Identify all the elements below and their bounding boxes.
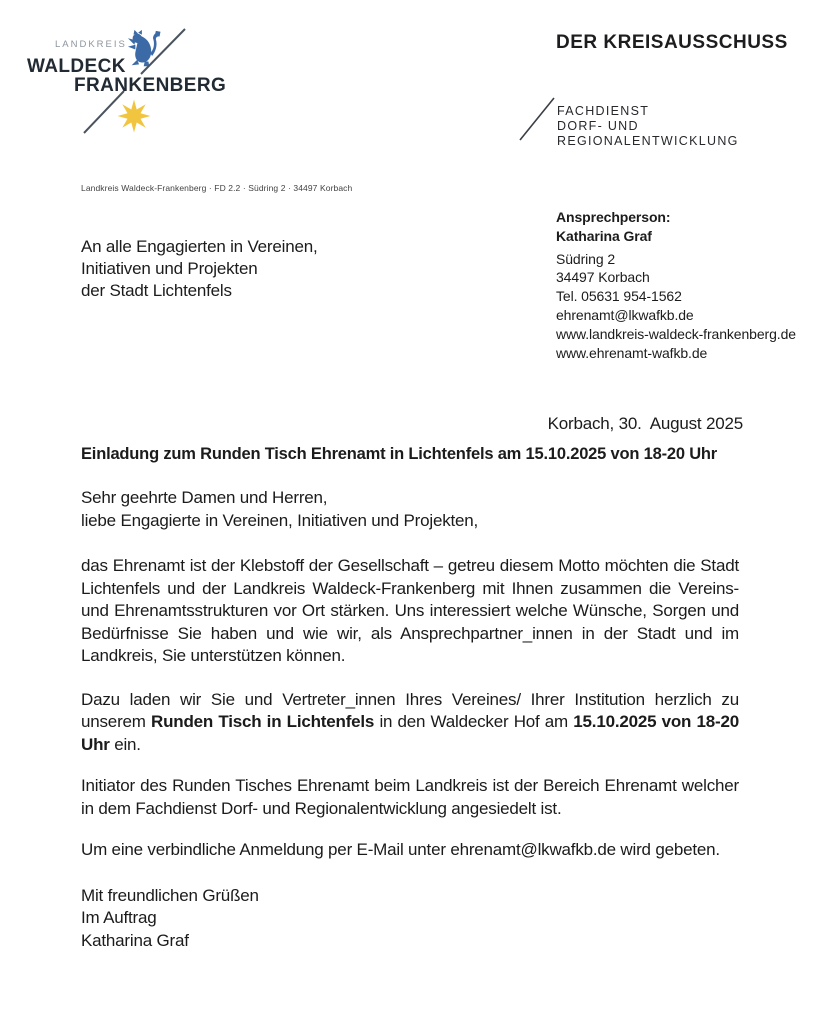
contact-city: 34497 Korbach xyxy=(556,269,650,286)
contact-name: Katharina Graf xyxy=(556,227,652,244)
paragraph-2: Dazu laden wir Sie und Vertreter_innen Ihres Vereines/ Ihrer Institution herzlich zu unserem Runden Tisch in Lichtenfels in den Waldecker Hof am 15.10.2025 von 18-20 Uhr ein. xyxy=(81,689,739,754)
recipient-line-3: der Stadt Lichtenfels xyxy=(81,281,232,300)
paragraph-4: Um eine verbindliche Anmeldung per E-Mail unter ehrenamt@lkwafkb.de wird gebeten. xyxy=(81,840,720,859)
subject-line: Einladung zum Runden Tisch Ehrenamt in Lichtenfels am 15.10.2025 von 18-20 Uhr xyxy=(81,445,718,463)
closing-block xyxy=(81,885,739,953)
salutation-line-2: liebe Engagierte in Vereinen, Initiativen und Projekten, xyxy=(81,510,479,530)
recipient-line-2: Initiativen und Projekten xyxy=(81,259,258,278)
contact-email: ehrenamt@lkwafkb.de xyxy=(556,306,694,323)
logo-graphic xyxy=(27,28,227,140)
header-title: DER KREISAUSSCHUSS xyxy=(556,32,788,53)
department-line-3: REGIONALENTWICKLUNG xyxy=(557,134,739,148)
contact-street: Südring 2 xyxy=(556,250,616,267)
closing-greeting: Mit freundlichen Grüßen xyxy=(81,885,259,905)
salutation-line-1: Sehr geehrte Damen und Herren, xyxy=(81,488,328,507)
department-block xyxy=(517,95,739,149)
landkreis-waldeck-frankenberg-logo xyxy=(27,28,227,140)
closing-im-auftrag: Im Auftrag xyxy=(81,908,157,927)
lion-icon xyxy=(128,30,161,66)
contact-website-2: www.ehrenamt-wafkb.de xyxy=(556,344,708,361)
logo-waldeck-label: WALDECK xyxy=(27,56,126,77)
salutation xyxy=(81,487,739,532)
date-line: Korbach, 30. August 2025 xyxy=(547,414,743,433)
sender-return-address: Landkreis Waldeck-Frankenberg · FD 2.2 · Südring 2 · 34497 Korbach xyxy=(81,183,353,193)
recipient-address xyxy=(81,236,318,302)
department-line-1: FACHDIENST xyxy=(557,104,650,118)
letter-body xyxy=(81,487,739,952)
star-icon xyxy=(118,100,151,133)
paragraph-1: das Ehrenamt ist der Klebstoff der Gesellschaft – getreu diesem Motto möchten die Stadt Lichtenfels und der Landkreis Waldeck-Frankenberg mit Ihnen zusammen die Vereins- und Ehrenamtsstrukturen vor Ort stärken. Uns interessiert welche Wünsche, Sorgen und Bedürfnisse Sie haben und wie wir, als Ansprechpartner_innen in der Stadt und im Landkreis, Sie unterstützen können. xyxy=(81,556,739,665)
contact-phone: Tel. 05631 954-1562 xyxy=(556,288,682,305)
logo-slash-lower xyxy=(84,91,124,133)
logo-frankenberg-label: FRANKENBERG xyxy=(74,75,227,96)
logo-landkreis-label: LANDKREIS xyxy=(55,39,127,50)
contact-label: Ansprechperson: xyxy=(556,209,671,225)
contact-block xyxy=(556,208,796,362)
department-line-2: DORF- UND xyxy=(557,119,639,133)
slash-icon xyxy=(517,95,557,143)
paragraph-3: Initiator des Runden Tisches Ehrenamt beim Landkreis ist der Bereich Ehrenamt welcher in dem Fachdienst Dorf- und Regionalentwicklung angesiedelt ist. xyxy=(81,776,739,818)
recipient-line-1: An alle Engagierten in Vereinen, xyxy=(81,237,318,256)
closing-signature-name: Katharina Graf xyxy=(81,930,189,950)
contact-website-1: www.landkreis-waldeck-frankenberg.de xyxy=(556,325,796,342)
